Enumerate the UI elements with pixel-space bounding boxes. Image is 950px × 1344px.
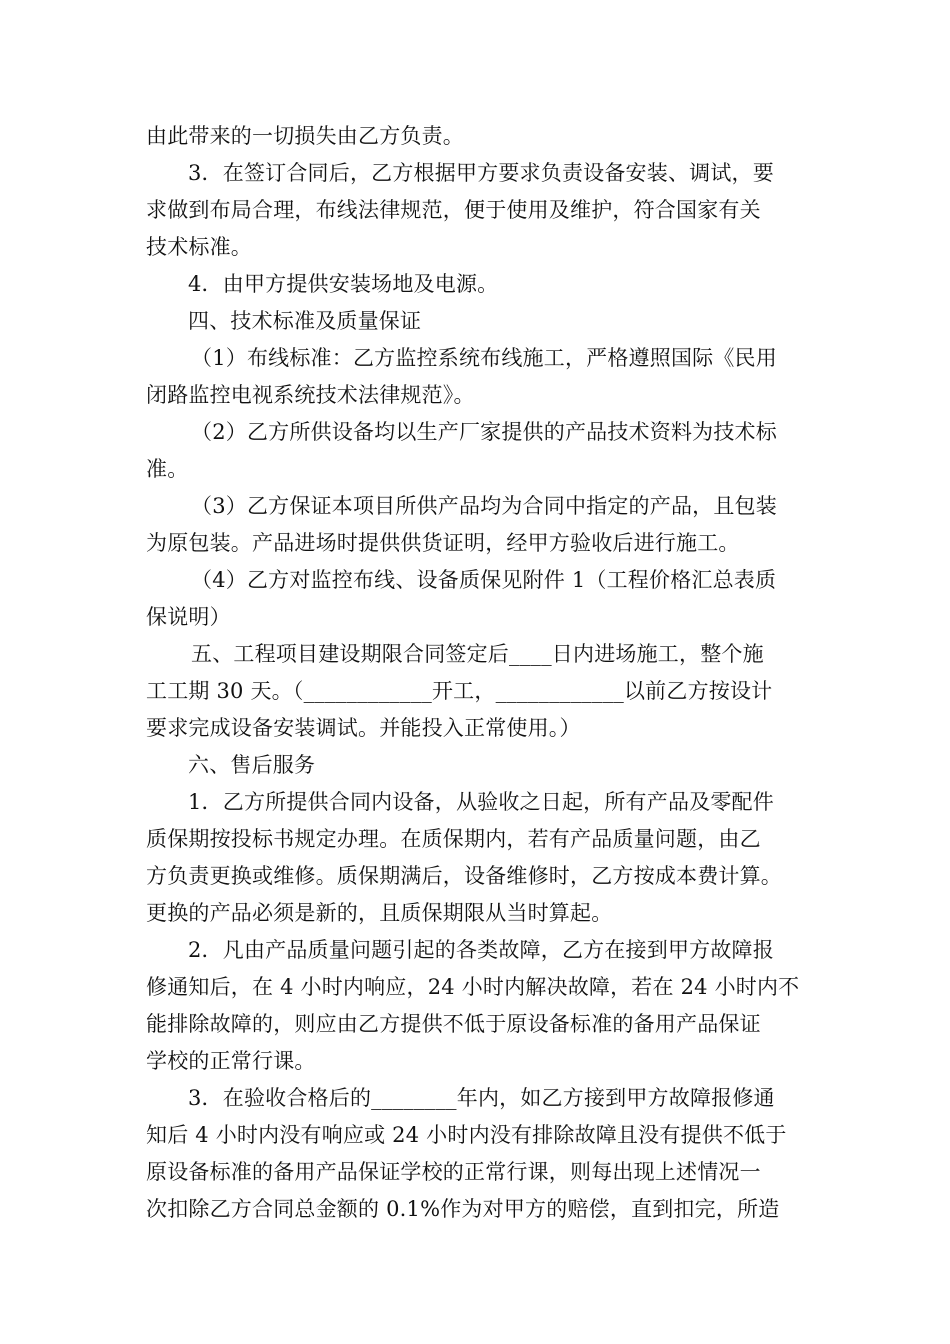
text-line: 次扣除乙方合同总金额的 0.1%作为对甲方的赔偿，直到扣完，所造 [146,1197,780,1221]
text-line: 要求完成设备安装调试。并能投入正常使用。） [146,716,581,740]
text-line: 3．在验收合格后的________年内，如乙方接到甲方故障报修通 [188,1086,775,1110]
text-line: 更换的产品必须是新的，且质保期限从当时算起。 [146,901,613,925]
text-line: 求做到布局合理，布线法律规范，便于使用及维护，符合国家有关 [146,198,761,222]
text-line: 2．凡由产品质量问题引起的各类故障，乙方在接到甲方故障报 [188,938,774,962]
text-line: （2）乙方所供设备均以生产厂家提供的产品技术资料为技术标 [191,420,777,444]
text-line: （1）布线标准：乙方监控系统布线施工，严格遵照国际《民用 [191,346,777,370]
text-line: 技术标准。 [146,235,252,259]
section-heading: 五、工程项目建设期限合同签定后____日内进场施工，整个施 [191,642,764,666]
text-line: 为原包装。产品进场时提供供货证明，经甲方验收后进行施工。 [146,531,740,555]
text-line: 修通知后，在 4 小时内响应，24 小时内解决故障，若在 24 小时内不 [146,975,800,999]
text-line: （4）乙方对监控布线、设备质保见附件 1（工程价格汇总表质 [191,568,777,592]
text-line: 能排除故障的，则应由乙方提供不低于原设备标准的备用产品保证 [146,1012,761,1036]
text-line: 1．乙方所提供合同内设备，从验收之日起，所有产品及零配件 [188,790,774,814]
text-line: 学校的正常行课。 [146,1049,316,1073]
text-line: 准。 [146,457,189,481]
text-line: 质保期按投标书规定办理。在质保期内，若有产品质量问题，由乙 [146,827,761,851]
text-line: 闭路监控电视系统技术法律规范》。 [146,383,475,407]
text-line: 原设备标准的备用产品保证学校的正常行课，则每出现上述情况一 [146,1160,761,1184]
text-line: 由此带来的一切损失由乙方负责。 [146,124,464,148]
section-heading: 四、技术标准及质量保证 [188,309,422,333]
text-line: 工工期 30 天。（____________开工，____________以前乙方按设计 [146,679,773,703]
text-line: 3．在签订合同后，乙方根据甲方要求负责设备安装、调试，要 [188,161,774,185]
text-line: （3）乙方保证本项目所供产品均为合同中指定的产品，且包装 [191,494,777,518]
section-heading: 六、售后服务 [188,753,316,777]
text-line: 知后 4 小时内没有响应或 24 小时内没有排除故障且没有提供不低于 [146,1123,787,1147]
text-line: 4．由甲方提供安装场地及电源。 [188,272,499,296]
text-line: 方负责更换或维修。质保期满后，设备维修时，乙方按成本费计算。 [146,864,782,888]
text-line: 保说明） [146,605,231,629]
